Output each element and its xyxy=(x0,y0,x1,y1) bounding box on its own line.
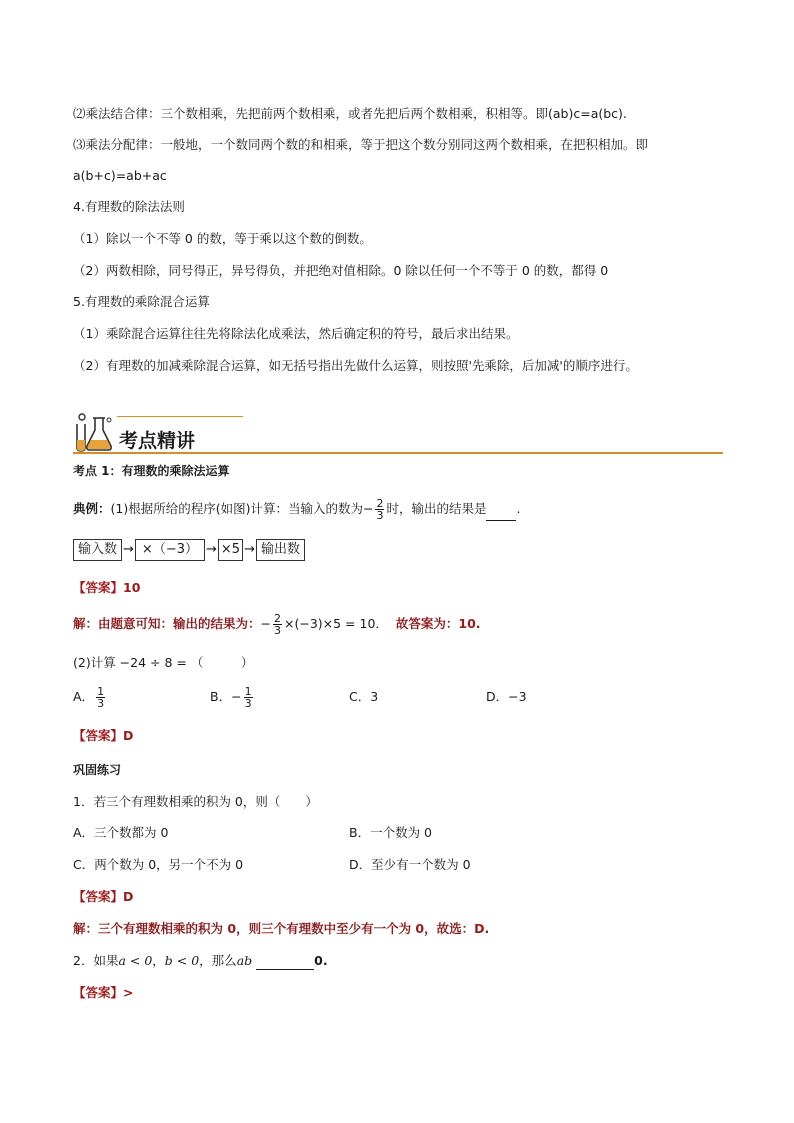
option-b-label: B． xyxy=(210,689,232,704)
answer-label: 【答案】 xyxy=(73,889,124,904)
option-d-value: −3 xyxy=(508,689,527,704)
option-b-denominator: 3 xyxy=(244,697,252,710)
example-answer-2 xyxy=(73,728,133,744)
solution-value-2: 0 xyxy=(415,921,425,936)
rule-distributive-line1: ⑶乘法分配律：一般地，一个数同两个数的和相乘，等于把这个数分别同这两个数相乘，在把积相加。即 xyxy=(73,137,649,152)
example-q1-end: . xyxy=(516,501,521,516)
practice-option-a: A．三个数都为 0 xyxy=(73,825,169,840)
example-q1-text-after: 时，输出的结果是 xyxy=(386,501,487,516)
q2-end: 0. xyxy=(314,953,328,968)
solution-denominator: 3 xyxy=(274,624,281,637)
example-solution-1 xyxy=(73,613,481,636)
rule-distributive-line2: a(b+c)=ab+ac xyxy=(73,168,167,183)
mixed-operation-rule-1: （1）乘除混合运算往往先将除法化成乘法，然后确定积的符号，最后求出结果。 xyxy=(73,326,519,341)
option-c-value: 3 xyxy=(370,689,379,704)
solution-text-2: ，则三个有理数中至少有一个为 xyxy=(236,921,416,936)
solution-expression: ×(−3)×5 = 10． xyxy=(284,616,388,631)
solution-value-1: 0 xyxy=(227,921,237,936)
q2-condition-a: a < 0 xyxy=(118,953,153,968)
flow-output-box: 输出数 xyxy=(256,539,305,561)
flow-multiply-5-box: ×5 xyxy=(218,539,243,561)
answer-value: 10 xyxy=(123,580,141,595)
example-q1-denominator: 3 xyxy=(376,509,384,522)
option-b-numerator: 1 xyxy=(244,685,252,698)
q2-separator: ， xyxy=(152,953,165,968)
flow-arrow-1: → xyxy=(123,542,134,557)
practice-option-c: C．两个数为 0，另一个不为 0 xyxy=(73,857,244,872)
practice-question-2 xyxy=(73,953,328,970)
answer-label: 【答案】 xyxy=(73,985,124,1000)
practice-option-d: D．至少有一个数为 0 xyxy=(349,857,471,872)
option-c-label: C． xyxy=(349,689,371,704)
q2-middle: ，那么 xyxy=(199,953,237,968)
option-a-denominator: 3 xyxy=(97,697,105,710)
mixed-operation-title: 5.有理数的乘除混合运算 xyxy=(73,294,210,309)
option-a-label: A． xyxy=(73,689,95,704)
solution-value: 10 xyxy=(458,616,476,631)
solution-text-3: ，故选： xyxy=(424,921,475,936)
solution-end: . xyxy=(475,616,481,631)
example-q1-numerator: 2 xyxy=(376,497,384,510)
flow-arrow-2: → xyxy=(205,542,217,557)
option-b xyxy=(210,685,255,709)
example-question-2: (2)计算 −24 ÷ 8 = （ ） xyxy=(73,655,254,670)
solution-value-3: D xyxy=(474,921,485,936)
practice-title: 巩固练习 xyxy=(73,763,122,777)
option-a-numerator: 1 xyxy=(97,685,105,698)
option-d xyxy=(486,685,527,709)
option-a-fraction xyxy=(96,686,105,709)
solution-end: . xyxy=(484,921,490,936)
program-flow-diagram xyxy=(73,538,305,561)
answer-value: D xyxy=(123,728,134,743)
example-label: 典例： xyxy=(73,501,111,516)
practice-option-b: B．一个数为 0 xyxy=(349,825,433,840)
answer-blank xyxy=(486,498,516,521)
flow-multiply-neg3-box: ×（−3） xyxy=(135,539,205,561)
option-c xyxy=(349,685,378,709)
topic-title: 考点 1：有理数的乘除法运算 xyxy=(73,464,230,478)
solution-conclusion: 故答案为： xyxy=(395,616,459,631)
answer-label: 【答案】 xyxy=(73,728,124,743)
option-d-label: D． xyxy=(486,689,509,704)
answer-label: 【答案】 xyxy=(73,580,124,595)
example-question-1 xyxy=(73,498,520,521)
solution-text-1: 解：三个有理数相乘的积为 xyxy=(73,921,228,936)
example-options xyxy=(73,685,723,711)
flow-input-box: 输入数 xyxy=(73,539,122,561)
option-a xyxy=(73,685,107,709)
example-q1-sign: − xyxy=(362,501,374,516)
practice-question-1: 1．若三个有理数相乘的积为 0，则（ ） xyxy=(73,794,318,809)
lab-flask-icon xyxy=(73,412,115,452)
division-rule-2: （2）两数相除，同号得正，异号得负，并把绝对值相除。0 除以任何一个不等于 0 的数，都得 0 xyxy=(73,263,609,278)
division-rule-1: （1）除以一个不等 0 的数，等于乘以这个数的倒数。 xyxy=(73,231,372,246)
example-q1-text: (1)根据所给的程序(如图)计算：当输入的数为 xyxy=(110,501,363,516)
section-header xyxy=(73,412,723,454)
q2-prefix: 2．如果 xyxy=(73,953,119,968)
option-b-fraction xyxy=(244,686,253,709)
practice-answer-1 xyxy=(73,889,133,905)
mixed-operation-rule-2: （2）有理数的加减乘除混合运算，如无括号指出先做什么运算，则按照'先乘除，后加减'的顺序进行。 xyxy=(73,358,638,373)
division-rule-title: 4.有理数的除法法则 xyxy=(73,199,185,214)
practice-answer-2 xyxy=(73,985,134,1001)
example-q1-fraction xyxy=(375,498,384,521)
answer-blank xyxy=(256,953,314,970)
practice-solution-1 xyxy=(73,921,489,937)
q2-expression: ab xyxy=(236,953,253,968)
solution-label: 解：由题意可知：输出的结果为： xyxy=(73,616,261,631)
rule-associative: ⑵乘法结合律：三个数相乘，先把前两个数相乘，或者先把后两个数相乘，积相等。即(ab)c=a(bc). xyxy=(73,106,627,121)
flow-arrow-3: → xyxy=(244,542,255,557)
example-answer-1 xyxy=(73,580,140,596)
solution-numerator: 2 xyxy=(274,612,281,625)
answer-value: > xyxy=(123,985,134,1000)
solution-fraction xyxy=(273,613,282,636)
q2-condition-b: b < 0 xyxy=(164,953,200,968)
option-b-sign: − xyxy=(231,689,242,704)
solution-sign: − xyxy=(260,616,271,631)
answer-value: D xyxy=(123,889,134,904)
section-title: 考点精讲 xyxy=(119,430,196,452)
